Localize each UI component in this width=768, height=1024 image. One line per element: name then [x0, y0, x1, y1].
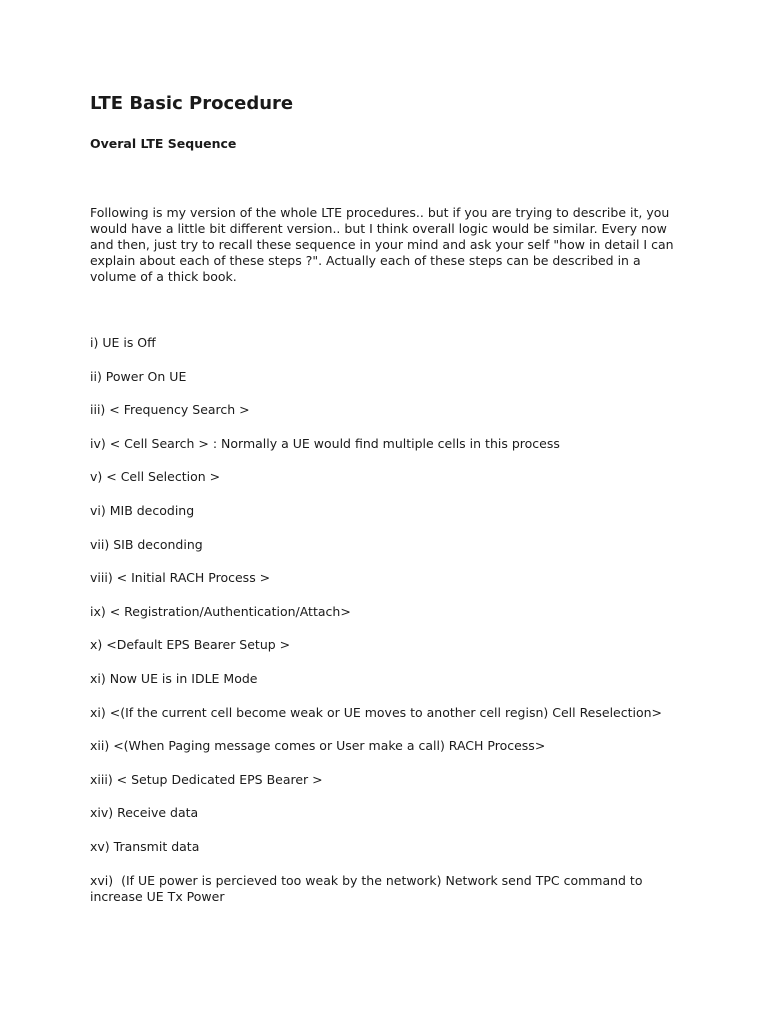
procedure-step: iv) < Cell Search > : Normally a UE would find multiple cells in this process — [90, 435, 560, 451]
procedure-step: vii) SIB deconding — [90, 536, 203, 552]
procedure-step: xvi) (If UE power is percieved too weak by the network) Network send TPC command to increase UE Tx Power — [90, 872, 647, 904]
procedure-step: xiii) < Setup Dedicated EPS Bearer > — [90, 771, 323, 787]
procedure-step: x) <Default EPS Bearer Setup > — [90, 637, 291, 653]
page-title: LTE Basic Procedure — [90, 93, 294, 114]
procedure-step: xiv) Receive data — [90, 805, 199, 821]
procedure-step: xv) Transmit data — [90, 838, 200, 854]
procedure-step: vi) MIB decoding — [90, 502, 195, 518]
procedure-step: ii) Power On UE — [90, 368, 187, 384]
procedure-step: xi) <(If the current cell become weak or UE moves to another cell regisn) Cell Reselection> — [90, 704, 663, 720]
procedure-step: iii) < Frequency Search > — [90, 402, 250, 418]
procedure-step: xi) Now UE is in IDLE Mode — [90, 670, 258, 686]
procedure-step: i) UE is Off — [90, 335, 156, 350]
procedure-step: xii) <(When Paging message comes or User make a call) RACH Process> — [90, 738, 546, 754]
procedure-steps-list — [90, 335, 690, 922]
procedure-step: v) < Cell Selection > — [90, 469, 221, 485]
section-heading: Overal LTE Sequence — [90, 136, 237, 151]
procedure-step: ix) < Registration/Authentication/Attach> — [90, 603, 351, 619]
procedure-step: viii) < Initial RACH Process > — [90, 570, 271, 586]
intro-paragraph: Following is my version of the whole LTE procedures.. but if you are trying to describe it, you would have a little bit different version.. but I think overall logic would be similar. Every now and then, just try to recall these sequence in your mind and ask your self "how in detail I can explain about each of these steps ?". Actually each of these steps can be described in a volume of a thick book. — [90, 205, 674, 284]
